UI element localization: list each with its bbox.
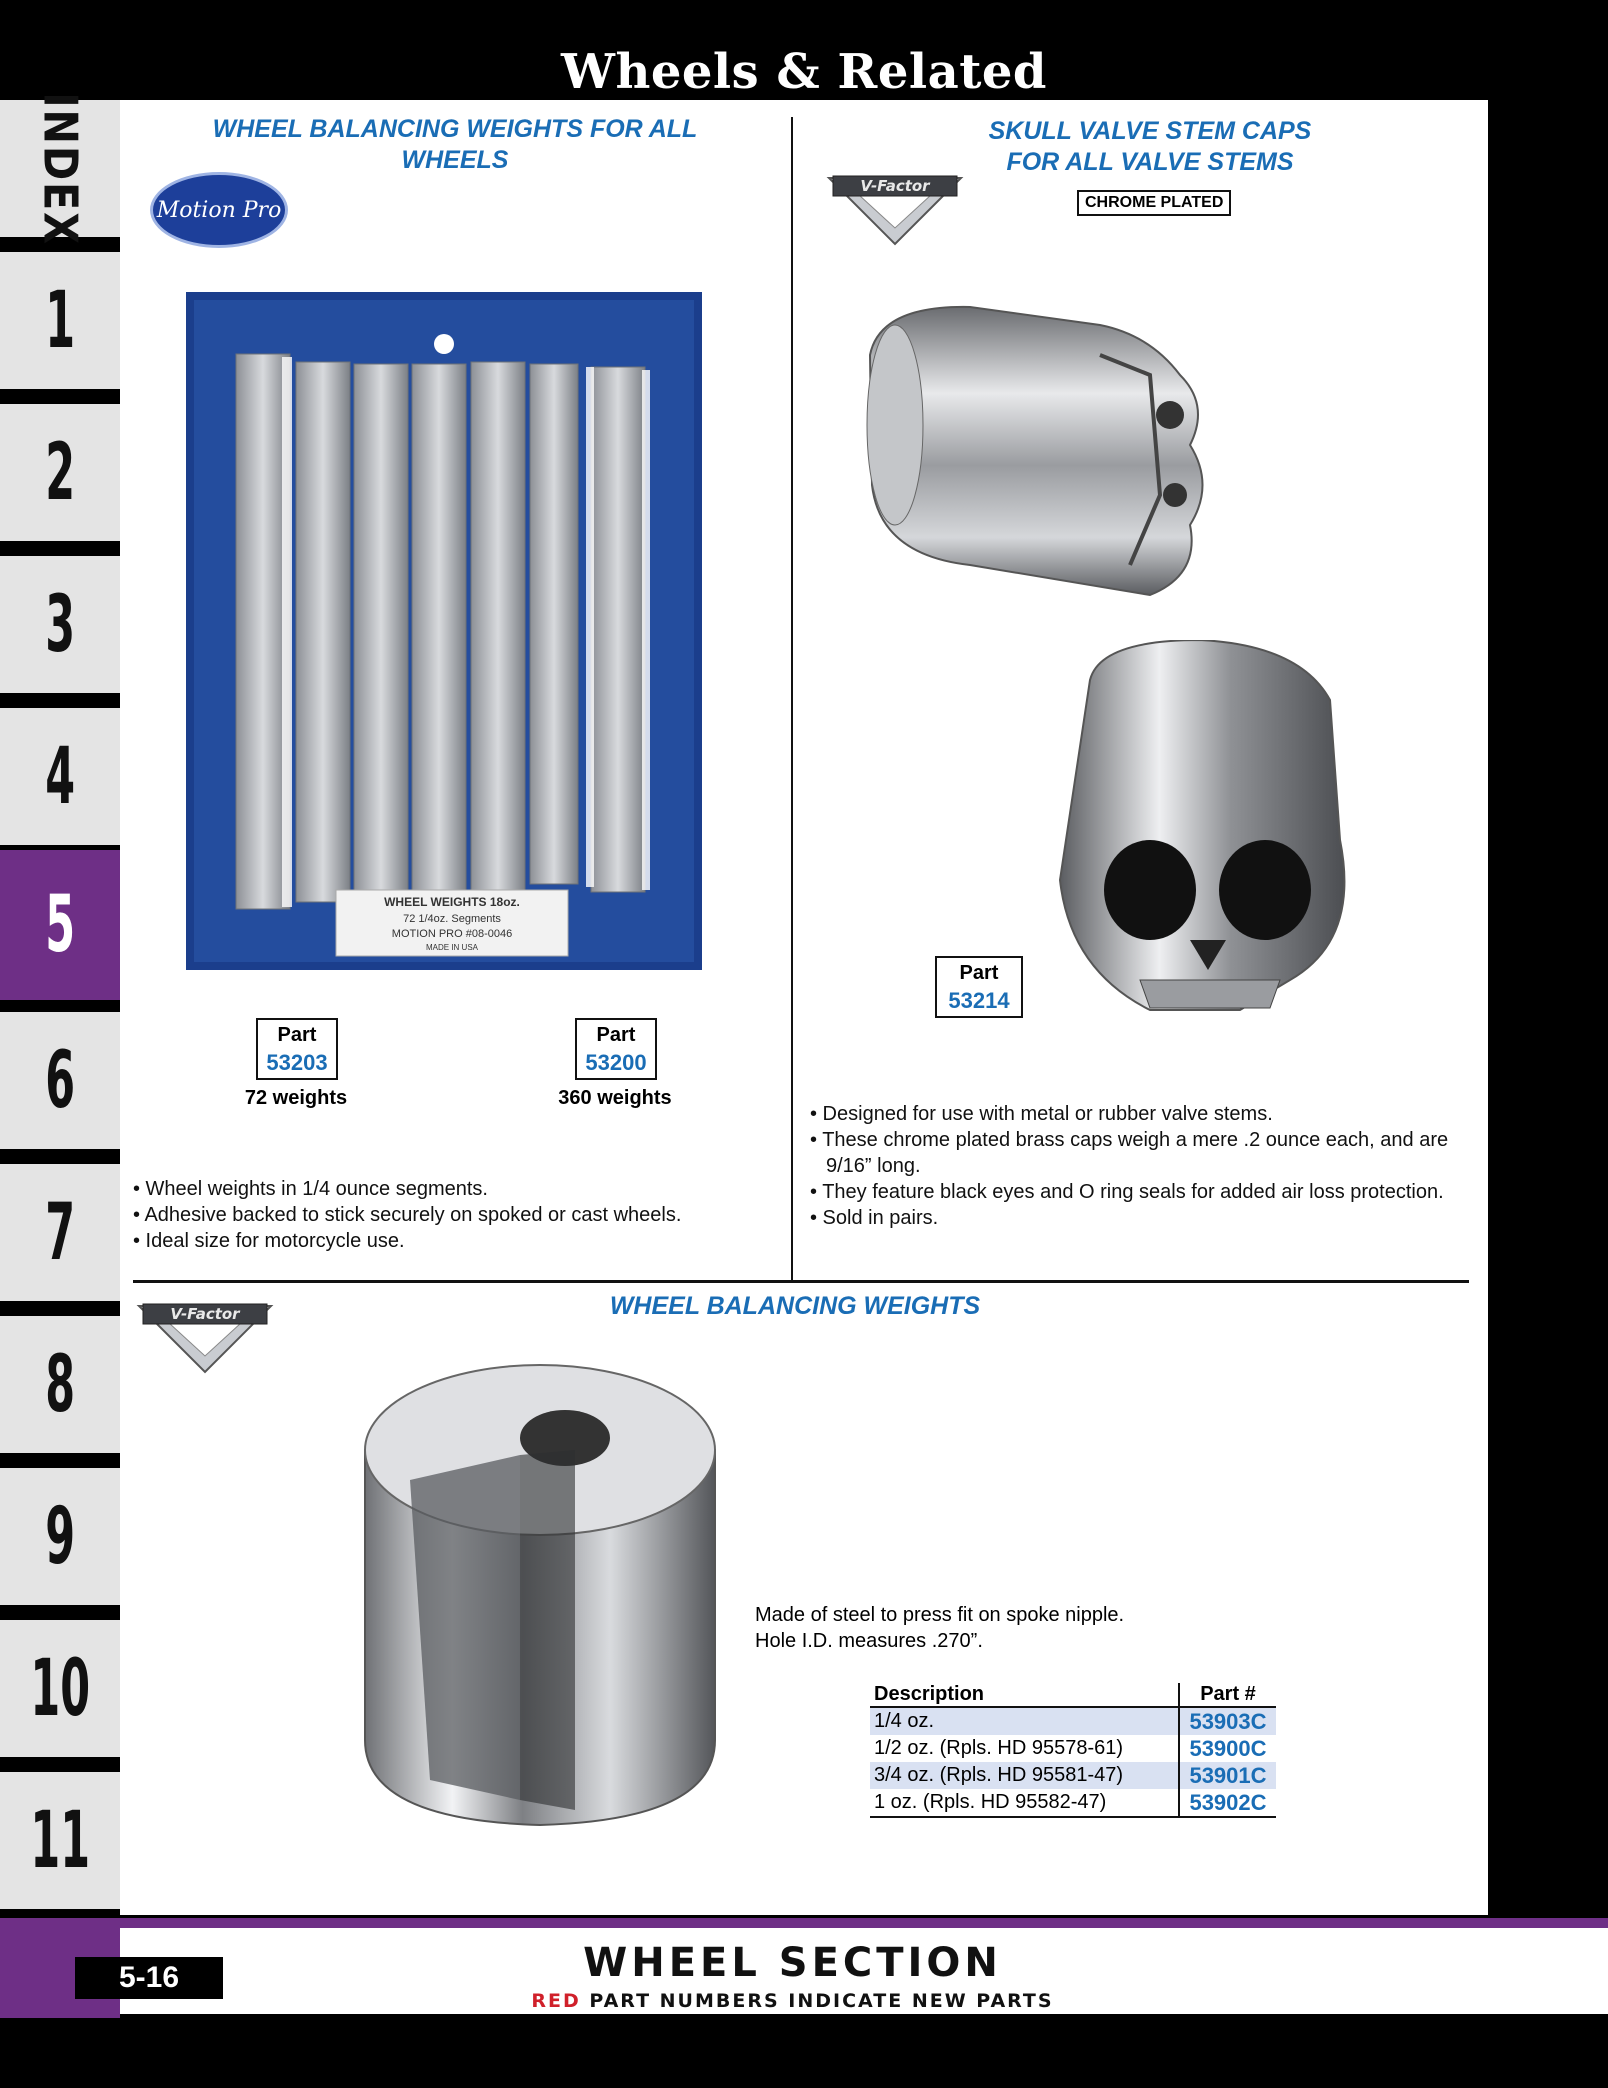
svg-text:V-Factor: V-Factor (170, 1305, 240, 1323)
part-caption-53200: 360 weights (558, 1087, 672, 1109)
description-line: Made of steel to press fit on spoke nipple. (755, 1604, 1125, 1626)
chrome-plated-badge: CHROME PLATED (1077, 190, 1231, 216)
tab-2[interactable]: 2 (0, 404, 120, 541)
card-label-line3: MOTION PRO #08-0046 (391, 928, 513, 940)
v-factor-logo-2 (135, 1298, 275, 1378)
card-label-line2: 72 1/4oz. Segments (403, 913, 501, 925)
row-description: 1/4 oz. (870, 1707, 1179, 1735)
row-part-number: 53902C (1179, 1789, 1276, 1817)
tab-11[interactable]: 11 (0, 1772, 120, 1909)
part-number: 53200 (585, 1050, 647, 1075)
section3-description (755, 1602, 1124, 1654)
bullet-item: • Wheel weights in 1/4 ounce segments. (133, 1178, 488, 1200)
tab-5[interactable]: 5 (0, 850, 120, 1000)
col-part-number: Part # (1179, 1683, 1276, 1707)
footer-note-red: RED (531, 1990, 581, 2012)
row-description: 3/4 oz. (Rpls. HD 95581-47) (870, 1762, 1179, 1789)
section1-bullets (133, 1176, 773, 1254)
page-header-title: Wheels & Related (561, 44, 1047, 100)
section2-title-line1: SKULL VALVE STEM CAPS (988, 117, 1312, 145)
part-caption-53203: 72 weights (244, 1087, 348, 1109)
footer-note (120, 1990, 1465, 2012)
row-part-number: 53903C (1179, 1707, 1276, 1735)
table-row (870, 1707, 1276, 1735)
tab-1[interactable]: 1 (0, 252, 120, 389)
bullet-item: • They feature black eyes and O ring seals for added air loss protection. (810, 1181, 1444, 1203)
wheel-weights-card-image (186, 292, 702, 970)
tab-3[interactable]: 3 (0, 556, 120, 693)
row-part-number: 53901C (1179, 1762, 1276, 1789)
footer-accent-bar (120, 1918, 1608, 1928)
row-part-number: 53900C (1179, 1735, 1276, 1762)
tab-8[interactable]: 8 (0, 1316, 120, 1453)
skull-cap-side-image (850, 295, 1240, 605)
page-number: 5-16 (75, 1957, 223, 1999)
table-row (870, 1789, 1276, 1817)
tab-4[interactable]: 4 (0, 708, 120, 845)
part-label: Part (596, 1024, 636, 1046)
svg-text:V-Factor: V-Factor (860, 177, 930, 195)
part-box-53203 (256, 1018, 338, 1080)
part-box-53214 (935, 956, 1023, 1018)
bullet-item: • Ideal size for motorcycle use. (133, 1230, 405, 1252)
footer-note-rest: PART NUMBERS INDICATE NEW PARTS (580, 1990, 1054, 2012)
tab-9[interactable]: 9 (0, 1468, 120, 1605)
table-row (870, 1762, 1276, 1789)
card-label-line1: WHEEL WEIGHTS 18oz. (384, 895, 520, 909)
spoke-weight-image (350, 1360, 730, 1830)
table-header-row (870, 1683, 1276, 1707)
tab-10[interactable]: 10 (0, 1620, 120, 1757)
column-divider (791, 117, 793, 1282)
card-label-line4: MADE IN USA (425, 943, 479, 952)
part-label: Part (959, 962, 999, 984)
v-factor-logo (825, 170, 965, 250)
section3-title: WHEEL BALANCING WEIGHTS (609, 1292, 981, 1320)
section2-bullets (810, 1101, 1450, 1231)
bullet-item: • Designed for use with metal or rubber valve stems. (810, 1103, 1273, 1125)
section-divider (133, 1280, 1469, 1283)
part-label: Part (277, 1024, 317, 1046)
spoke-weights-table (870, 1683, 1276, 1818)
part-number: 53214 (948, 988, 1010, 1013)
motion-pro-logo: Motion Pro (150, 172, 288, 248)
bullet-item: • Sold in pairs. (810, 1207, 939, 1229)
tab-7[interactable]: 7 (0, 1164, 120, 1301)
col-description: Description (870, 1683, 1179, 1707)
section1-title: WHEEL BALANCING WEIGHTS FOR ALL WHEELS (212, 115, 698, 174)
bullet-item: • Adhesive backed to stick securely on spoked or cast wheels. (133, 1204, 682, 1226)
part-box-53200 (575, 1018, 657, 1080)
footer-section-title: WHEEL SECTION (583, 1940, 1002, 1986)
skull-cap-front-image (1040, 640, 1380, 1020)
row-description: 1/2 oz. (Rpls. HD 95578-61) (874, 1737, 1124, 1759)
row-description: 1 oz. (Rpls. HD 95582-47) (870, 1789, 1179, 1817)
description-line: Hole I.D. measures .270”. (755, 1630, 983, 1652)
tab-6[interactable]: 6 (0, 1012, 120, 1149)
tab-index[interactable]: INDEX (0, 100, 120, 237)
section2-title (900, 116, 1400, 178)
section2-title-line2: FOR ALL VALVE STEMS (1006, 148, 1294, 176)
part-number: 53203 (266, 1050, 328, 1075)
table-row (870, 1735, 1276, 1762)
bullet-item: • These chrome plated brass caps weigh a mere .2 ounce each, and are 9/16” long. (810, 1129, 1449, 1177)
